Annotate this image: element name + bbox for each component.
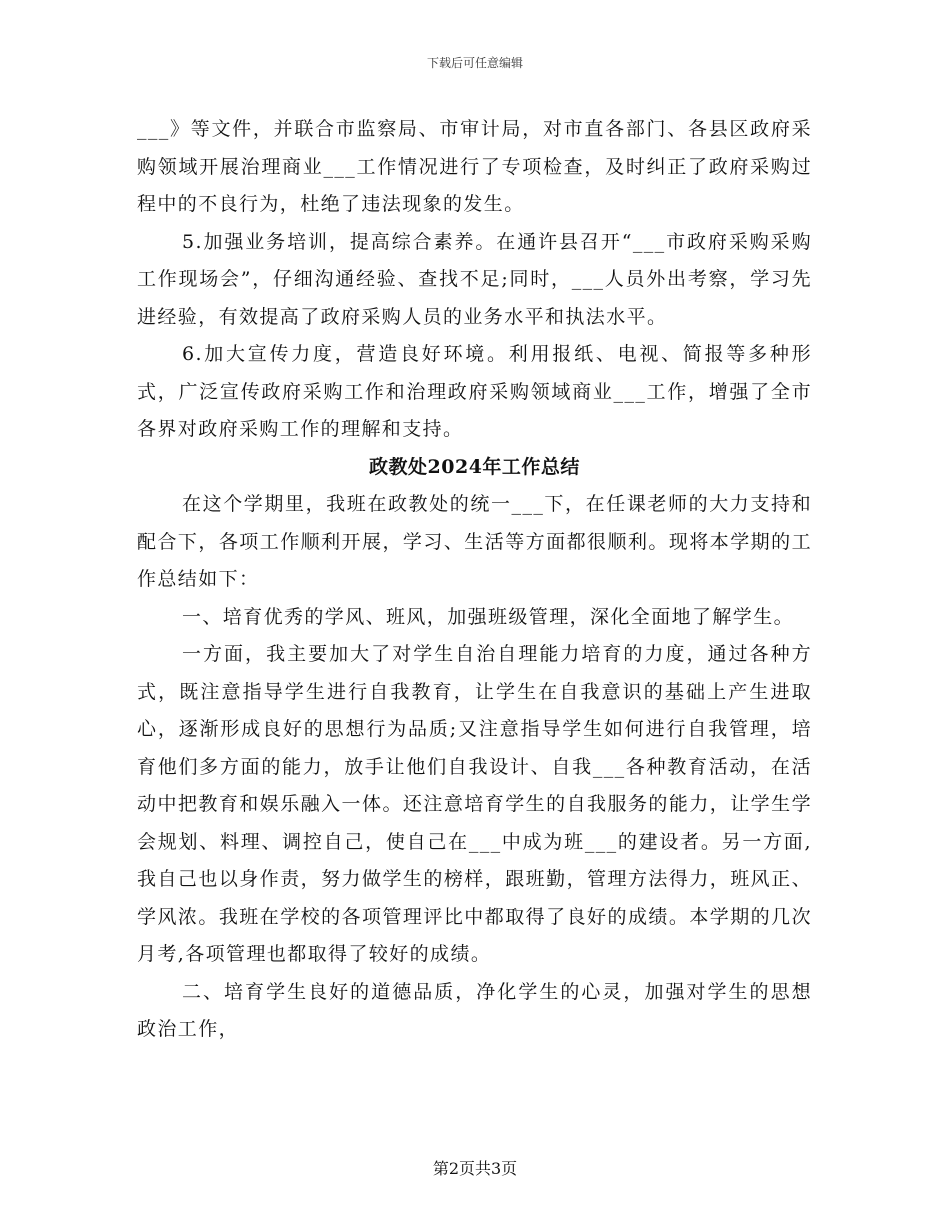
body-paragraph: 6.加大宣传力度，营造良好环境。利用报纸、电视、简报等多种形式，广泛宣传政府采购工作和治理政府采购领域商业___工作，增强了全市各界对政府采购工作的理解和支持。 bbox=[137, 343, 812, 440]
body-paragraph: 5.加强业务培训，提高综合素养。在通许县召开“___市政府采购采购工作现场会”，仔细沟通经验、查找不足;同时，___人员外出考察，学习先进经验，有效提高了政府采购人员的业务水平和执法水平。 bbox=[137, 230, 812, 328]
document-body bbox=[137, 111, 812, 1049]
body-paragraph: 在这个学期里，我班在政教处的统一___下，在任课老师的大力支持和配合下，各项工作顺利开展，学习、生活等方面都很顺利。现将本学期的工作总结如下： bbox=[137, 493, 812, 590]
section-title: 政教处2024年工作总结 bbox=[369, 455, 580, 478]
section-heading: 一、培育优秀的学风、班风，加强班级管理，深化全面地了解学生。 bbox=[182, 605, 795, 628]
body-paragraph: 一方面，我主要加大了对学生自治自理能力培育的力度，通过各种方式，既注意指导学生进行自我教育，让学生在自我意识的基础上产生进取心，逐渐形成良好的思想行为品质;又注意指导学生如何进行自我管理，培育他们多方面的能力，放手让他们自我设计、自我___各种教育活动，在活动中把教育和娱乐融入一体。还注意培育学生的自我服务的能力，让学生学会规划、料理、调控自己，使自己在___中成为班___的建设者。另一方面,我自己也以身作责，努力做学生的榜样，跟班勤，管理方法得力，班风正、学风浓。我班在学校的各项管理评比中都取得了良好的成绩。本学期的几次月考,各项管理也都取得了较好的成绩。 bbox=[137, 643, 812, 965]
section-heading: 二、培育学生良好的道德品质，净化学生的心灵，加强对学生的思想政治工作， bbox=[137, 980, 812, 1040]
body-paragraph: ___》等文件，并联合市监察局、市审计局，对市直各部门、各县区政府采购领域开展治理商业___工作情况进行了专项检查，及时纠正了政府采购过程中的不良行为，杜绝了违法现象的发生。 bbox=[137, 118, 812, 215]
page-footer: 第2页共3页 bbox=[432, 1159, 518, 1178]
page-header: 下载后可任意编辑 bbox=[426, 56, 523, 70]
